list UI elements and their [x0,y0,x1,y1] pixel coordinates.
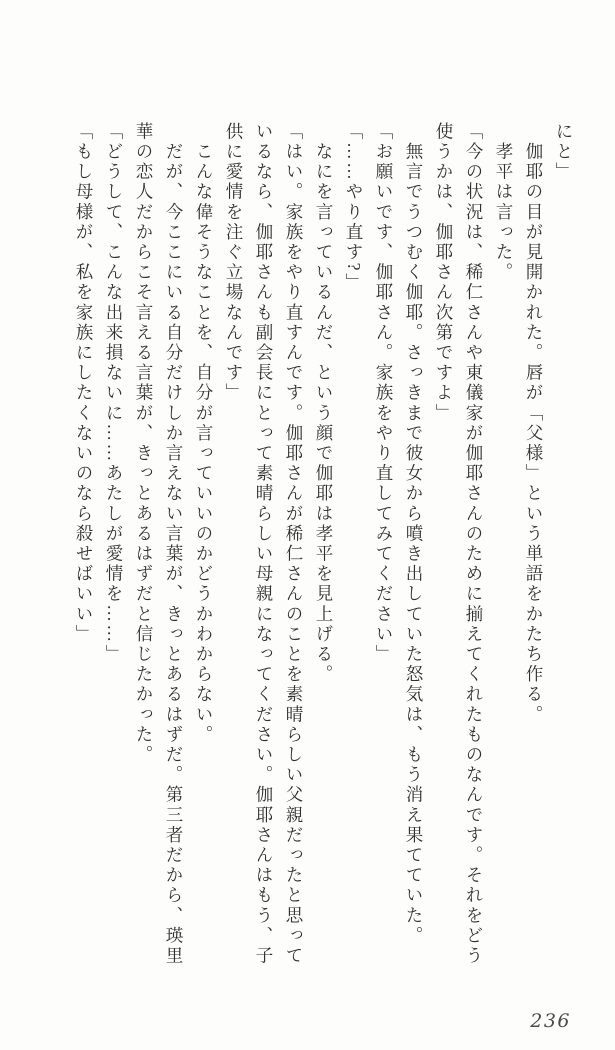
text-line: 「もし母様が、私を家族にしたくないのなら殺せばいい」 [74,122,94,645]
text-line: 伽耶の目が見開かれた。唇が「父様」という単語をかたち作る。 [524,122,544,725]
text-line: 「どうして、こんな出来損ないに……あたしが愛情を……」 [104,122,124,665]
text-line: 「今の状況は、稀仁さんや東儀家が伽耶さんのために揃えてくれたものなんです。それをどう [464,122,484,967]
text-line: 孝平は言った。 [494,122,514,283]
text-line: いるなら、伽耶さんも副会長にとって素晴らしい母親になってください。伽耶さんはもう、子 [254,122,274,967]
text-line: こんな偉そうなことを、自分が言っていいのかどうかわからない。 [194,122,214,746]
text-line: 「はい。家族をやり直すんです。伽耶さんが稀仁さんのことを素晴らしい父親だったと思って [284,122,304,967]
text-line: だが、今ここにいる自分だけしか言えない言葉が、きっとあるはずだ。第三者だから、瑛里 [164,122,184,967]
text-line: 供に愛情を注ぐ立場なんです」 [224,122,244,404]
text-line: 華の恋人だからこそ言える言葉が、きっとあるはずだと信じたかった。 [134,122,154,766]
text-line: にと」 [554,122,574,183]
text-line: 「……やり直す?」 [344,122,364,294]
text-line: なにを言っているんだ、という顔で伽耶は孝平を見上げる。 [314,122,334,685]
page-number: 236 [530,1010,571,1032]
text-line: 無言でうつむく伽耶。さっきまで彼女から噴き出していた怒気は、もう消え果てていた。 [404,122,424,947]
text-line: 「お願いです、伽耶さん。家族をやり直してみてください」 [374,122,394,665]
page-text [69,122,579,1002]
text-line: 使うかは、伽耶さん次第ですよ」 [434,122,454,424]
